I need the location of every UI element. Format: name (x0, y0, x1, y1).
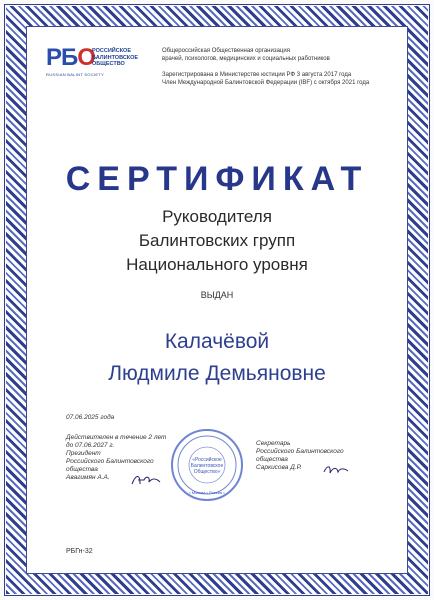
organization-description: Общероссийская Общественная организация врачей, психологов, медицинских и социальных работников (162, 48, 330, 62)
registration-info: Зарегистрирована в Министерстве юстиции РФ 3 августа 2017 года Член Международной Балинтовской Федерации (IBF) с октября 2021 года (162, 72, 370, 86)
stamp-inner-text-2: Балинтовское (190, 463, 224, 469)
validity-block: Действителен в течение 2 лет до 07.06.2027 г. Президент Российского Балинтовского общества Авагимян А.А. (66, 434, 167, 481)
secretary-signature (322, 462, 352, 478)
recipient-given-names: Людмиле Демьяновне (108, 362, 326, 385)
subtitle-line-1: Руководителя (162, 207, 272, 226)
stamp-ring-text: • Москва • Россия • (189, 490, 225, 495)
logo-abbreviation: РБО (46, 44, 95, 71)
issue-date: 07.06.2025 года (66, 414, 115, 421)
society-logo (46, 46, 152, 78)
subtitle-line-3: Национального уровня (126, 255, 308, 274)
secretary-block: Секретарь Российского Балинтовского общества Саркисова Д.Р. (256, 440, 344, 471)
logo-english-name: RUSSIAN BALINT SOCIETY (46, 72, 105, 77)
round-stamp (170, 428, 244, 502)
certificate-title: СЕРТИФИКАТ (65, 160, 369, 198)
issued-label: ВЫДАН (200, 290, 234, 300)
certificate-code: РБГн-32 (66, 548, 93, 555)
president-signature (130, 472, 164, 488)
logo-society-name: РОССИЙСКОЕ БАЛИНТОВСКОЕ ОБЩЕСТВО (92, 48, 139, 67)
recipient-surname: Калачёвой (164, 330, 270, 353)
subtitle-line-2: Балинтовских групп (138, 231, 296, 250)
stamp-inner-text-3: Общество» (193, 469, 221, 475)
stamp-inner-text-1: «Российское (192, 457, 222, 463)
